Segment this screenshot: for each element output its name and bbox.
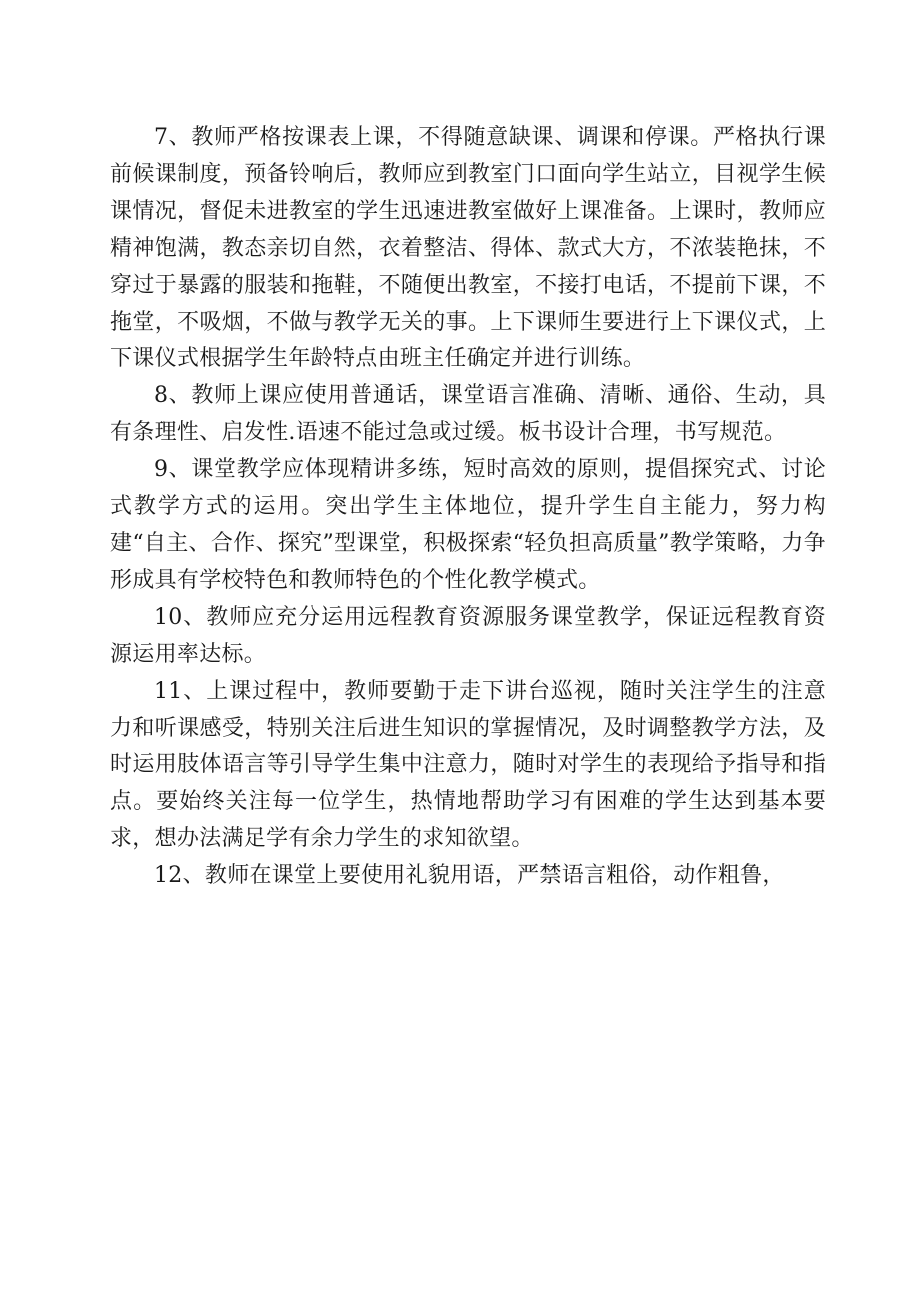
paragraph-7: 7、教师严格按课表上课，不得随意缺课、调课和停课。严格执行课前候课制度，预备铃响后，教师应到教室门口面向学生站立，目视学生候课情况，督促未进教室的学生迅速进教室做好上课准备。上课时，教师应精神饱满，教态亲切自然，衣着整洁、得体、款式大方，不浓装艳抹，不穿过于暴露的服装和拖鞋，不随便出教室，不接打电话，不提前下课，不拖堂，不吸烟，不做与教学无关的事。上下课师生要进行上下课仪式，上下课仪式根据学生年龄特点由班主任确定并进行训练。 bbox=[110, 125, 826, 372]
document-body bbox=[110, 120, 826, 895]
paragraph-10: 10、教师应充分运用远程教育资源服务课堂教学，保证远程教育资源运用率达标。 bbox=[110, 604, 826, 667]
paragraph-11: 11、上课过程中，教师要勤于走下讲台巡视，随时关注学生的注意力和听课感受，特别关注后进生知识的掌握情况，及时调整教学方法，及时运用肢体语言等引导学生集中注意力，随时对学生的表现给予指导和指点。要始终关注每一位学生，热情地帮助学习有困难的学生达到基本要求，想办法满足学有余力学生的求知欲望。 bbox=[110, 678, 826, 852]
paragraph-8: 8、教师上课应使用普通话，课堂语言准确、清晰、通俗、生动，具有条理性、启发性.语速不能过急或过缓。板书设计合理，书写规范。 bbox=[110, 383, 826, 446]
paragraph-9: 9、课堂教学应体现精讲多练，短时高效的原则，提倡探究式、讨论式教学方式的运用。突出学生主体地位，提升学生自主能力，努力构建“自主、合作、探究”型课堂，积极探索“轻负担高质量”教学策略，力争形成具有学校特色和教师特色的个性化教学模式。 bbox=[110, 457, 826, 593]
paragraph-12: 12、教师在课堂上要使用礼貌用语，严禁语言粗俗，动作粗鲁， bbox=[154, 863, 785, 889]
